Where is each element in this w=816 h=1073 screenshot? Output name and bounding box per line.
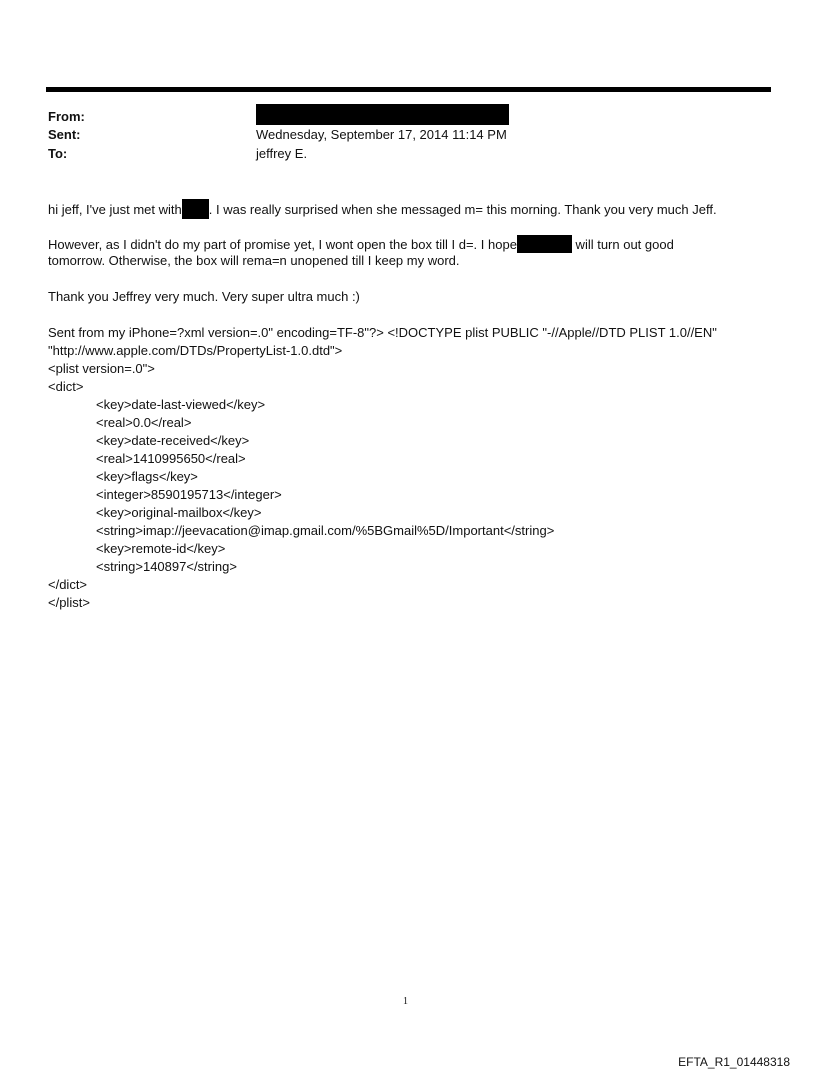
plist-line: <key>remote-id</key> — [96, 541, 226, 556]
plist-line: </dict> — [48, 577, 88, 592]
document-id: EFTA_R1_01448318 — [678, 1055, 790, 1069]
sent-label: Sent: — [48, 127, 81, 142]
plist-line: <real>1410995650</real> — [96, 451, 246, 466]
signature-line — [48, 324, 778, 342]
plist-line: <key>date-received</key> — [96, 433, 250, 448]
header-rule — [46, 87, 771, 92]
sent-row — [48, 126, 768, 144]
message-text: will turn out good — [571, 237, 674, 252]
plist-line: <key>date-last-viewed</key> — [96, 397, 266, 412]
message-text: . I was really surprised when she messaged m= this morning. Thank you very much Jeff. — [208, 202, 717, 217]
page-number: 1 — [403, 996, 408, 1007]
plist-line: <dict> — [48, 379, 84, 394]
message-text: Thank you Jeffrey very much. Very super ultra much :) — [48, 289, 360, 304]
to-value: jeffrey E. — [256, 146, 308, 161]
from-label: From: — [48, 109, 85, 124]
name-redaction — [182, 199, 209, 219]
message-text: Sent from my iPhone=?xml version=.0" encoding=TF-8"?> <!DOCTYPE plist PUBLIC "-//Apple//DTD PLIST 1.0//EN" — [48, 325, 717, 340]
message-paragraph-3 — [48, 288, 778, 306]
from-row — [48, 108, 768, 126]
message-text: "http://www.apple.com/DTDs/PropertyList-1.0.dtd"> — [48, 343, 343, 358]
message-text: hi jeff, I've just met with — [48, 202, 182, 217]
plist-line: </plist> — [48, 595, 90, 610]
message-text: However, as I didn't do my part of promise yet, I wont open the box till I d=. I hope — [48, 237, 517, 252]
plist-line: <integer>8590195713</integer> — [96, 487, 282, 502]
name-redaction — [517, 235, 572, 253]
plist-line: <real>0.0</real> — [96, 415, 192, 430]
plist-line: <key>original-mailbox</key> — [96, 505, 262, 520]
plist-line: <plist version=.0"> — [48, 361, 155, 376]
plist-line: <string>140897</string> — [96, 559, 237, 574]
doctype-line — [48, 342, 778, 360]
sent-value: Wednesday, September 17, 2014 11:14 PM — [256, 127, 507, 142]
plist-line: <key>flags</key> — [96, 469, 198, 484]
to-label: To: — [48, 146, 68, 161]
message-paragraph-1 — [48, 199, 778, 219]
to-row — [48, 145, 768, 163]
from-redaction — [256, 104, 509, 125]
message-paragraph-2-continued — [48, 252, 778, 270]
message-text: tomorrow. Otherwise, the box will rema=n unopened till I keep my word. — [48, 253, 460, 268]
plist-line: <string>imap://jeevacation@imap.gmail.com/%5BGmail%5D/Important</string> — [96, 523, 555, 538]
